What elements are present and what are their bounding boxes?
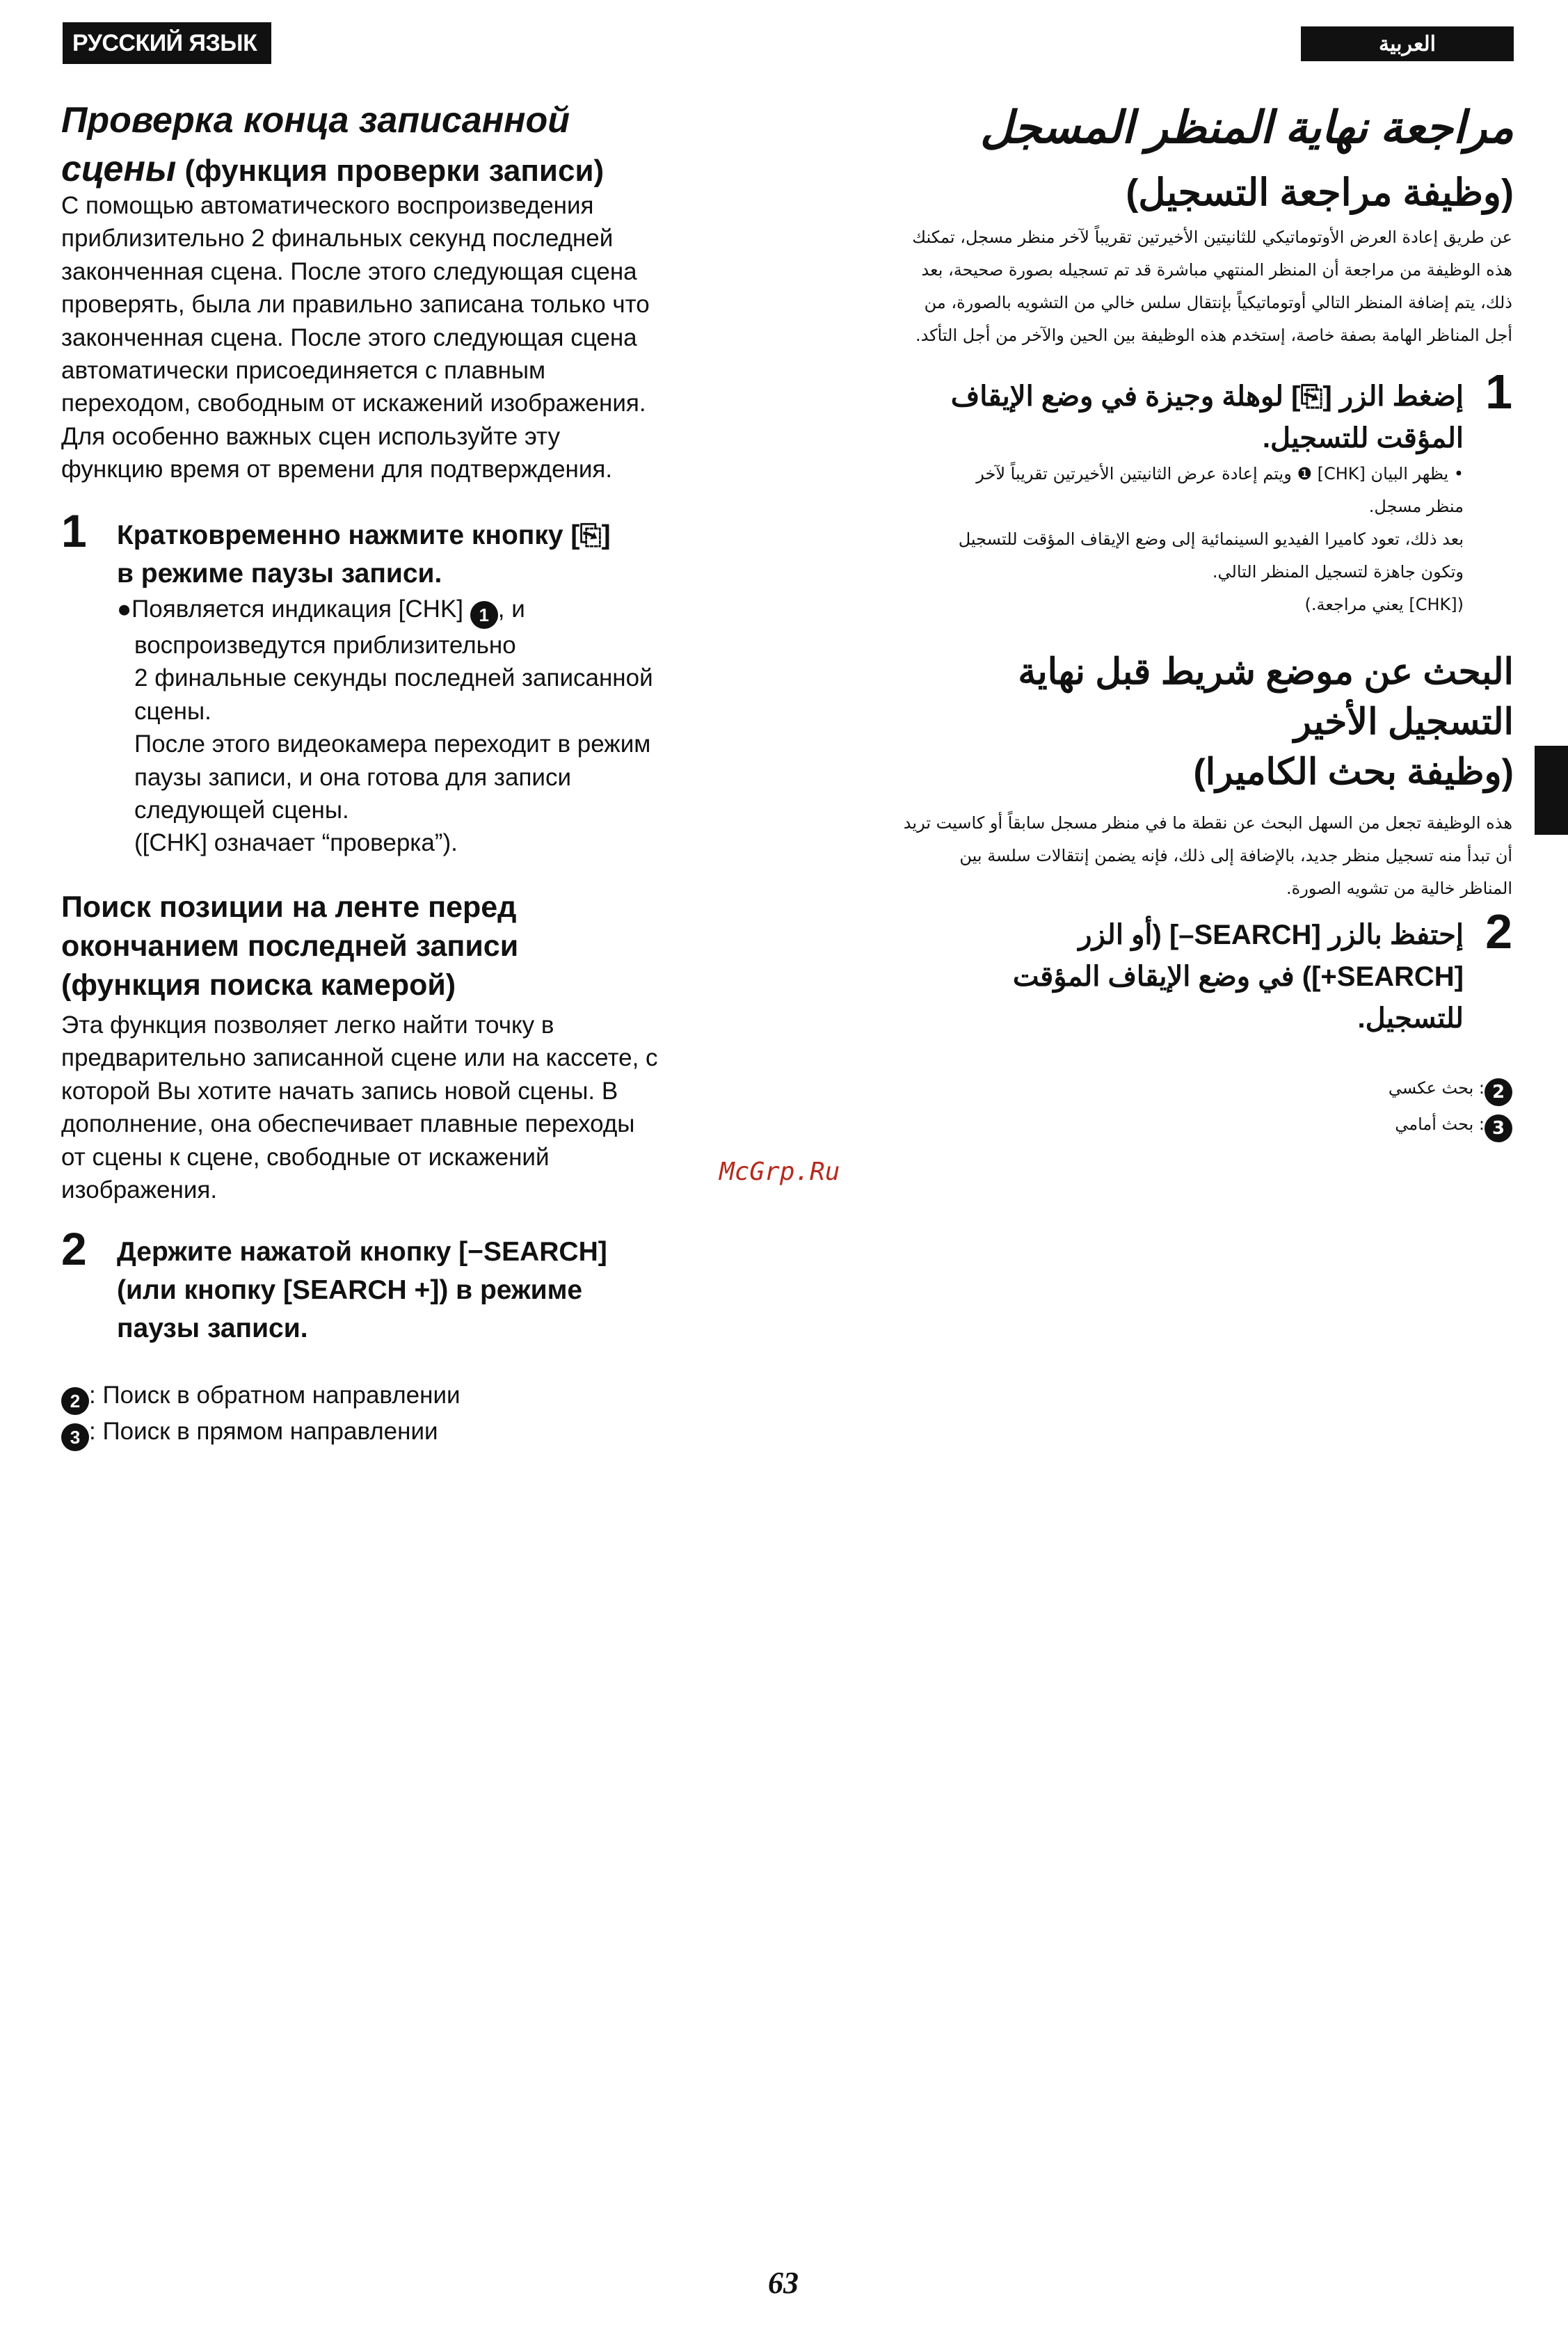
ru-bullet-tail: , и	[497, 595, 525, 623]
language-tag-arabic-label: العربية	[1379, 32, 1436, 56]
ru-intro-line: автоматически присоединяется с плавным	[61, 357, 546, 385]
ru-section1-title	[61, 96, 729, 195]
ru-intro-line: Для особенно важных сцен используйте эту	[61, 422, 560, 450]
side-tab-marker	[1535, 746, 1568, 835]
marker-3-icon: 3	[1485, 1114, 1512, 1142]
ru-bullet-line: ([CHK] означает “проверка”).	[134, 829, 458, 857]
ru-intro-line: переходом, свободным от искажений изображения.	[61, 390, 646, 417]
ru-step2-number: 2	[61, 1223, 87, 1274]
ru-bullet-line: После этого видеокамера переходит в режим	[134, 730, 651, 758]
ar-step2-instruction	[907, 914, 1464, 1039]
ar-step1-details	[851, 458, 1464, 621]
ru-title-line2b: (функция проверки записи)	[176, 154, 605, 188]
ru-intro-line: функцию время от времени для подтверждения.	[61, 456, 613, 483]
ar-step2-line: [SEARCH+]) في وضع الإيقاف المؤقت	[1012, 961, 1464, 992]
ru-legend-text: : Поиск в обратном направлении	[89, 1382, 461, 1409]
ru-section2-title-line: (функция поиска камерой)	[61, 968, 456, 1002]
ar-intro-line: أجل المناظر الهامة بصفة خاصة، إستخدم هذه الوظيفة بين الحين والآخر من أجل التأكد.	[915, 326, 1512, 345]
ar-step1-after: وتكون جاهزة لتسجيل المنظر التالي.	[1212, 562, 1464, 582]
ar-step1-line: المؤقت للتسجيل.	[1262, 423, 1464, 454]
ru-title-line1: Проверка конца записанной	[61, 100, 570, 141]
ar-section2-title-line: (وظيفة بحث الكاميرا)	[1193, 752, 1514, 792]
ar-section1-title	[818, 95, 1514, 225]
language-tag-russian-label: РУССКИЙ ЯЗЫК	[72, 29, 257, 56]
ru-step1-bracket: ]	[601, 520, 611, 550]
ru-section2-line: которой Вы хотите начать запись новой сцены. В	[61, 1077, 618, 1105]
ru-intro-line: законченная сцена. После этого следующая сцена	[61, 257, 637, 285]
ar-section2-intro	[845, 807, 1512, 905]
ar-step2-number: 2	[1485, 904, 1512, 959]
ar-legend-text: : بحث عكسي	[1388, 1078, 1485, 1098]
ru-title-line2a: сцены	[61, 149, 177, 189]
ru-section2-title	[61, 888, 743, 1005]
ar-legend-text: : بحث أمامي	[1395, 1114, 1485, 1134]
ar-section2-title	[957, 647, 1514, 797]
ar-title-line2: (وظيفة مراجعة التسجيل)	[1126, 172, 1514, 214]
ru-section2-intro	[61, 1009, 736, 1206]
ar-section2-line: هذه الوظيفة تجعل من السهل البحث عن نقطة ما في منظر مسجل سابقاً أو كاسيت تريد	[903, 813, 1512, 833]
ru-step1-instruction	[117, 516, 743, 593]
ru-section2-line: предварительно записанной сцене или на кассете, с	[61, 1044, 658, 1072]
ru-section2-line: дополнение, она обеспечивает плавные переходы	[61, 1110, 635, 1138]
page-number: 63	[768, 2266, 799, 2300]
ru-bullet-line: сцены.	[134, 697, 211, 725]
language-tag-russian	[63, 22, 271, 64]
ru-step1-text: Кратковременно нажмите кнопку [	[117, 520, 580, 550]
ru-section2-line: от сцены к сцене, свободные от искажений	[61, 1143, 550, 1171]
ar-intro-line: ذلك، يتم إضافة المنظر التالي أوتوماتيكياً بإنتقال سلس خالي من التشويه بالصورة، من	[924, 293, 1512, 312]
ru-section2-line: изображения.	[61, 1176, 218, 1204]
ar-title-line1: مراجعة نهاية المنظر المسجل	[980, 102, 1514, 152]
ru-step1-bullet: ●Появляется индикация [CHK] 1 , и воспроизведутся приблизительно 2 финальные секунды последней записанной сцены. После этого видеокамера переходит в режим паузы записи, и она готова для записи следующей сцены. ([CHK] означает “проверка”).	[117, 593, 743, 860]
ru-step2-line: Держите нажатой кнопку [−SEARCH]	[117, 1237, 607, 1267]
ru-intro-line: законченная сцена. После этого следующая сцена	[61, 323, 637, 351]
ru-intro-line: С помощью автоматического воспроизведения	[61, 192, 594, 219]
ar-section2-title-line: التسجيل الأخير	[1293, 702, 1514, 742]
ru-step2-line: (или кнопку [SEARCH +]) в режиме	[117, 1275, 583, 1305]
ru-bullet-line: паузы записи, и она готова для записи	[134, 763, 572, 791]
ar-section2-line: المناظر خالية من تشويه الصورة.	[1286, 879, 1512, 898]
marker-1-icon: 1	[470, 601, 498, 629]
ru-intro-line: приблизительно 2 финальных секунд последней	[61, 225, 614, 253]
ar-intro-line: عن طريق إعادة العرض الأوتوماتيكي للثانيتين الأخيرتين تقريباً لآخر منظر مسجل، تمكنك	[912, 227, 1512, 247]
ar-intro-line: هذه الوظيفة من مراجعة أن المنظر المنتهي مباشرة قد تم تسجيله بصورة صحيحة، بعد	[921, 260, 1512, 280]
check-button-icon: ⎘	[579, 520, 602, 550]
ar-step1-instruction	[907, 376, 1464, 459]
ru-step1-number: 1	[61, 505, 87, 557]
ar-step2-line: إحتفظ بالزر [SEARCH–] (أو الزر	[1078, 920, 1464, 950]
ar-section1-intro	[845, 221, 1512, 352]
ru-legend	[61, 1379, 687, 1451]
marker-2-icon: 2	[1485, 1078, 1512, 1106]
ar-step2-line: للتسجيل.	[1357, 1003, 1464, 1034]
ar-step1-number: 1	[1485, 365, 1512, 419]
ar-section2-line: أن تبدأ منه تسجيل منظر جديد، بالإضافة إلى ذلك، فإنه يضمن إنتقالات سلسة بين	[959, 846, 1512, 865]
ar-section2-title-line: البحث عن موضع شريط قبل نهاية	[1018, 652, 1514, 692]
ru-legend-text: : Поиск в прямом направлении	[89, 1418, 438, 1445]
marker-2-icon: 2	[61, 1387, 89, 1415]
ru-bullet-line: следующей сцены.	[134, 797, 349, 824]
ar-step1-bullet: • يظهر البيان [CHK] ❶ ويتم إعادة عرض الثانيتين الأخيرتين تقريباً لآخر	[976, 464, 1464, 483]
language-tag-arabic	[1301, 26, 1514, 61]
ar-step1-line: إضغط الزر [⎘] لوهلة وجيزة في وضع الإيقاف	[950, 381, 1464, 412]
ru-section2-title-line: Поиск позиции на ленте перед	[61, 890, 517, 924]
marker-3-icon: 3	[61, 1423, 89, 1451]
ru-section1-intro	[61, 189, 736, 486]
ru-step1-text-line2: в режиме паузы записи.	[117, 559, 442, 589]
ar-step1-after: ([CHK] يعني مراجعة.)	[1304, 595, 1464, 614]
ar-legend	[1165, 1070, 1512, 1142]
ru-step2-instruction	[117, 1233, 743, 1348]
ru-section2-line: Эта функция позволяет легко найти точку в	[61, 1011, 554, 1039]
ru-intro-line: проверять, была ли правильно записана только что	[61, 291, 650, 319]
ru-bullet-lead: Появляется индикация [CHK]	[131, 595, 464, 623]
ar-step1-after: بعد ذلك، تعود كاميرا الفيديو السينمائية إلى وضع الإيقاف المؤقت للتسجيل	[958, 529, 1464, 549]
ru-bullet-line: воспроизведутся приблизительно	[134, 632, 516, 659]
ru-bullet-line: 2 финальные секунды последней записанной	[134, 664, 653, 692]
ru-step2-line: паузы записи.	[117, 1313, 308, 1343]
watermark: McGrp.Ru	[719, 1158, 840, 1186]
ru-section2-title-line: окончанием последней записи	[61, 929, 519, 963]
ar-step1-bullet: منظر مسجل.	[1368, 497, 1464, 516]
